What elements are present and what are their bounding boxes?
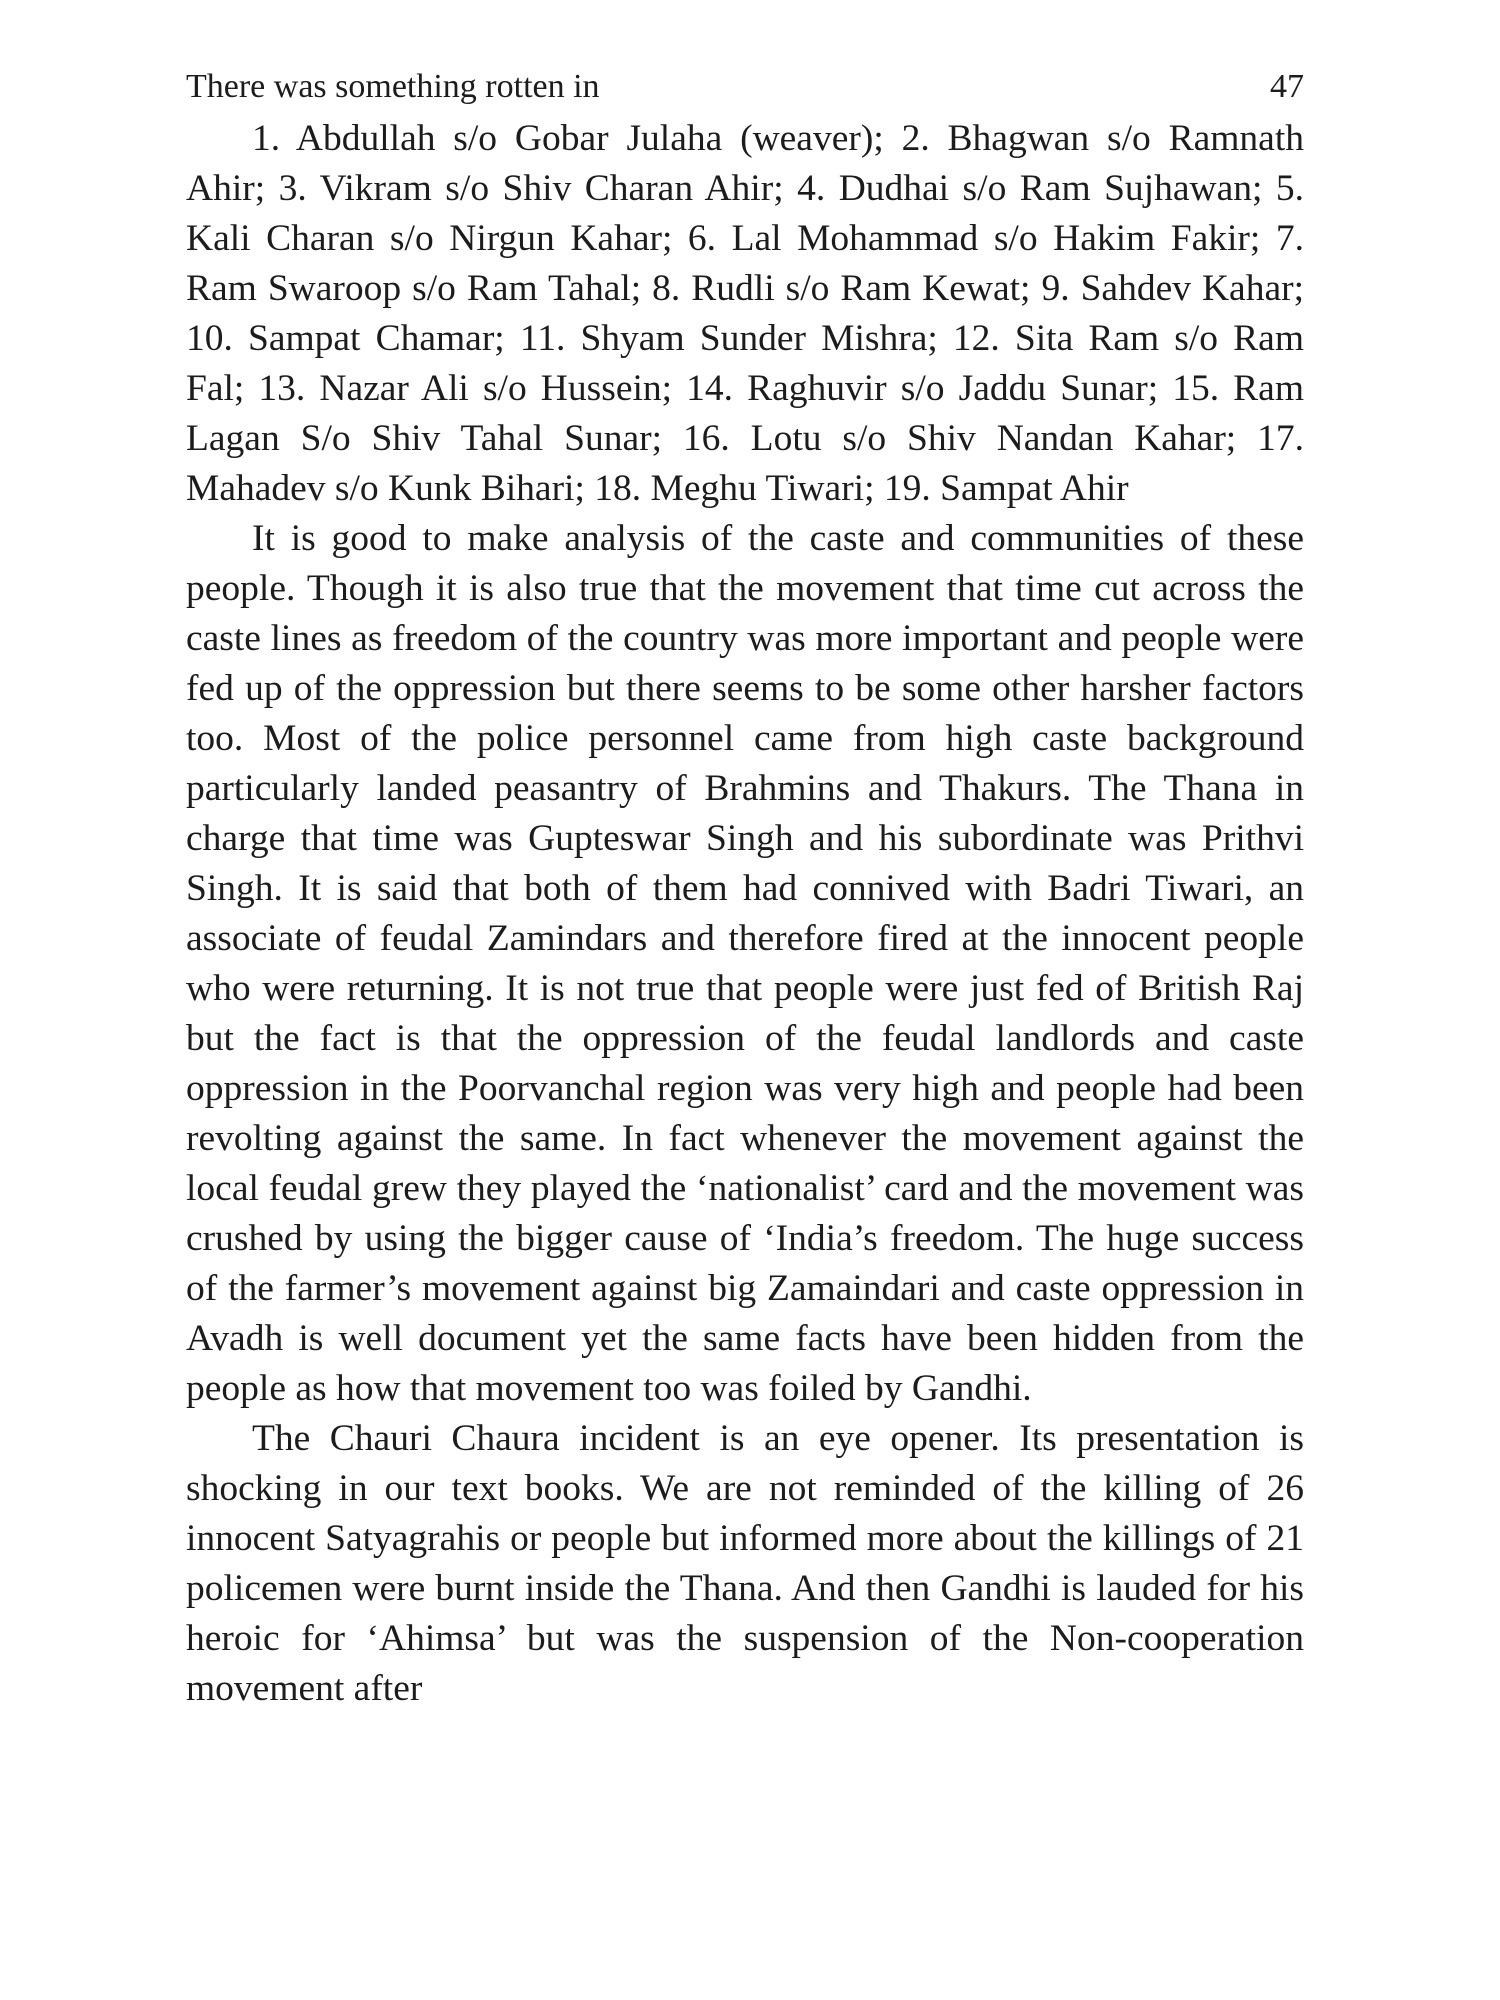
body-text	[186, 114, 1304, 1714]
paragraph-caste-analysis: It is good to make analysis of the caste and communities of these people. Though it is also true that the movement that time cut across the caste lines as freedom of the country was more important and people were fed up of the oppression but there seems to be some other harsher factors too. Most of the police personnel came from high caste background particularly landed peasantry of Brahmins and Thakurs. The Thana in charge that time was Gupteswar Singh and his subordinate was Prithvi Singh. It is said that both of them had connived with Badri Tiwari, an associate of feudal Zamindars and therefore fired at the innocent people who were returning. It is not true that people were just fed of British Raj but the fact is that the oppression of the feudal landlords and caste oppression in the Poorvanchal region was very high and people had been revolting against the same. In fact whenever the movement against the local feudal grew they played the ‘nationalist’ card and the movement was crushed by using the bigger cause of ‘India’s freedom. The huge success of the farmer’s movement against big Zamaindari and caste oppression in Avadh is well document yet the same facts have been hidden from the people as how that movement too was foiled by Gandhi.	[186, 518, 1304, 1409]
running-head	[186, 62, 1304, 114]
book-page	[186, 62, 1304, 1714]
paragraph-chauri-chaura: The Chauri Chaura incident is an eye opener. Its presentation is shocking in our text books. We are not reminded of the killing of 26 innocent Satyagrahis or people but informed more about the killings of 21 policemen were burnt inside the Thana. And then Gandhi is lauded for his heroic for ‘Ahimsa’ but was the suspension of the Non-cooperation movement after	[186, 1418, 1304, 1709]
running-title: There was something rotten in	[186, 68, 600, 105]
paragraph-name-list: 1. Abdullah s/o Gobar Julaha (weaver); 2. Bhagwan s/o Ramnath Ahir; 3. Vikram s/o Shiv Charan Ahir; 4. Dudhai s/o Ram Sujhawan; 5. Kali Charan s/o Nirgun Kahar; 6. Lal Mohammad s/o Hakim Fakir; 7. Ram Swaroop s/o Ram Tahal; 8. Rudli s/o Ram Kewat; 9. Sahdev Kahar; 10. Sampat Chamar; 11. Shyam Sunder Mishra; 12. Sita Ram s/o Ram Fal; 13. Nazar Ali s/o Hussein; 14. Raghuvir s/o Jaddu Sunar; 15. Ram Lagan S/o Shiv Tahal Sunar; 16. Lotu s/o Shiv Nandan Kahar; 17. Mahadev s/o Kunk Bihari; 18. Meghu Tiwari; 19. Sampat Ahir	[186, 118, 1304, 509]
page-number: 47	[1270, 68, 1304, 105]
